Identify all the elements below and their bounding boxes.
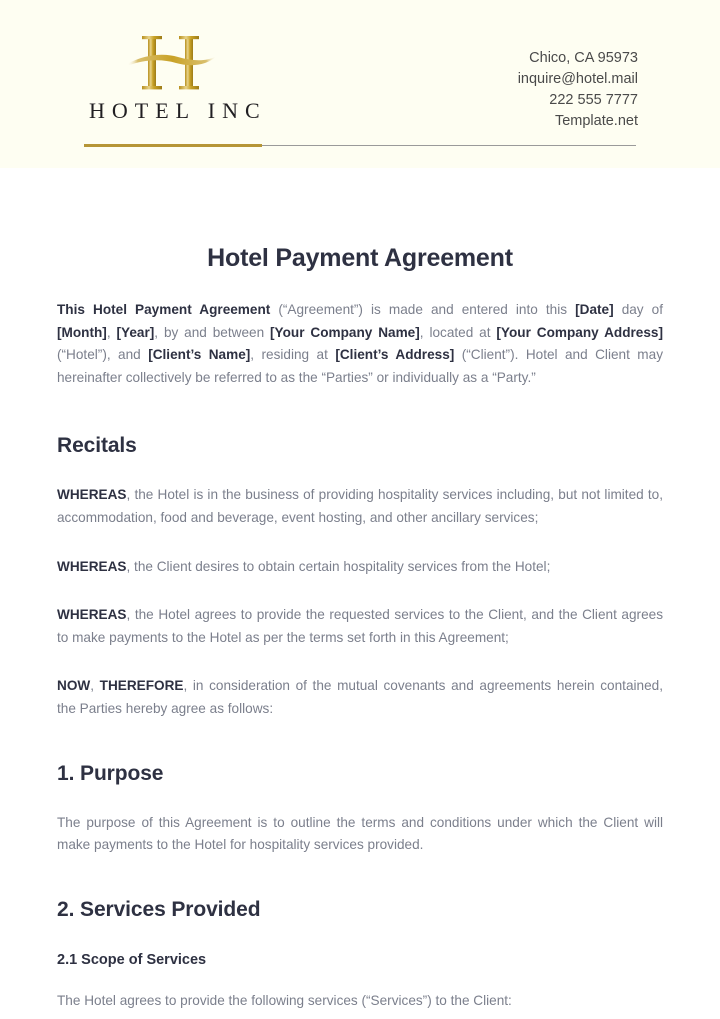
whereas-lead-2: WHEREAS bbox=[57, 558, 127, 574]
header-divider bbox=[84, 144, 636, 147]
document-body bbox=[0, 168, 720, 1012]
placeholder-month: [Month] bbox=[57, 324, 107, 340]
divider-gold-segment bbox=[84, 144, 262, 147]
placeholder-company-address: [Your Company Address] bbox=[496, 324, 663, 340]
whereas-lead-1: WHEREAS bbox=[57, 487, 127, 503]
hotel-h-monogram-icon bbox=[126, 32, 218, 94]
whereas-text-1: , the Hotel is in the business of providing hospitality services including, but not limited to, accommodation, food and beverage, event hosting, and other ancillary services; bbox=[57, 487, 663, 525]
whereas-lead-3: WHEREAS bbox=[57, 607, 127, 623]
intro-t6: (“Hotel”), and bbox=[57, 347, 149, 363]
recital-clause-1 bbox=[57, 458, 663, 529]
whereas-text-2: , the Client desires to obtain certain hospitality services from the Hotel; bbox=[126, 558, 551, 574]
intro-t1: (“Agreement”) is made and entered into this bbox=[270, 302, 576, 317]
heading-services-provided: 2. Services Provided bbox=[57, 897, 261, 921]
company-logo bbox=[82, 32, 267, 123]
placeholder-company-name: [Your Company Name] bbox=[270, 324, 420, 340]
divider-grey-segment bbox=[262, 145, 636, 146]
contact-info bbox=[518, 48, 638, 132]
intro-t4: , by and between bbox=[154, 324, 271, 340]
therefore-lead: THEREFORE bbox=[99, 678, 184, 694]
now-mid: , bbox=[90, 678, 100, 694]
now-therefore-text: , in consideration of the mutual covenants and agreements herein contained, the Parties hereby agree as follows: bbox=[57, 678, 663, 716]
placeholder-date: [Date] bbox=[575, 302, 614, 317]
contact-address: Chico, CA 95973 bbox=[529, 50, 638, 66]
purpose-body: The purpose of this Agreement is to outline the terms and conditions under which the Client will make payments to the Hotel for hospitality services provided. bbox=[57, 814, 663, 853]
recital-clause-2 bbox=[57, 530, 663, 579]
placeholder-client-address: [Client’s Address] bbox=[335, 347, 455, 363]
intro-t7: , residing at bbox=[250, 347, 336, 363]
scope-of-services-body: The Hotel agrees to provide the following services (“Services”) to the Client: bbox=[57, 992, 512, 1008]
whereas-text-3: , the Hotel agrees to provide the requested services to the Client, and the Client agrees to make payments to the Hotel as per the terms set forth in this Agreement; bbox=[57, 607, 663, 645]
now-therefore-clause bbox=[57, 649, 663, 720]
heading-purpose: 1. Purpose bbox=[57, 761, 164, 785]
page-title: Hotel Payment Agreement bbox=[207, 244, 513, 272]
subheading-scope-of-services: 2.1 Scope of Services bbox=[57, 951, 207, 968]
company-wordmark: HOTEL INC bbox=[89, 98, 267, 123]
intro-t8: (“Client”). Hotel and Client may hereinafter collectively be referred to as the “Parties” or individually as a “Party.” bbox=[57, 347, 663, 385]
intro-t3: , bbox=[106, 324, 117, 340]
intro-paragraph bbox=[57, 273, 663, 389]
heading-recitals: Recitals bbox=[57, 434, 137, 458]
intro-lead: This Hotel Payment Agreement bbox=[57, 302, 271, 317]
now-lead: NOW bbox=[57, 678, 91, 694]
placeholder-year: [Year] bbox=[116, 324, 155, 340]
letterhead bbox=[0, 0, 720, 168]
intro-t5: , located at bbox=[419, 324, 497, 340]
contact-phone[interactable]: 222 555 7777 bbox=[549, 92, 638, 108]
intro-t2: day of bbox=[613, 302, 664, 317]
recital-clause-3 bbox=[57, 578, 663, 649]
placeholder-client-name: [Client’s Name] bbox=[148, 347, 251, 363]
contact-website[interactable]: Template.net bbox=[554, 113, 638, 129]
contact-email[interactable]: inquire@hotel.mail bbox=[517, 71, 638, 87]
